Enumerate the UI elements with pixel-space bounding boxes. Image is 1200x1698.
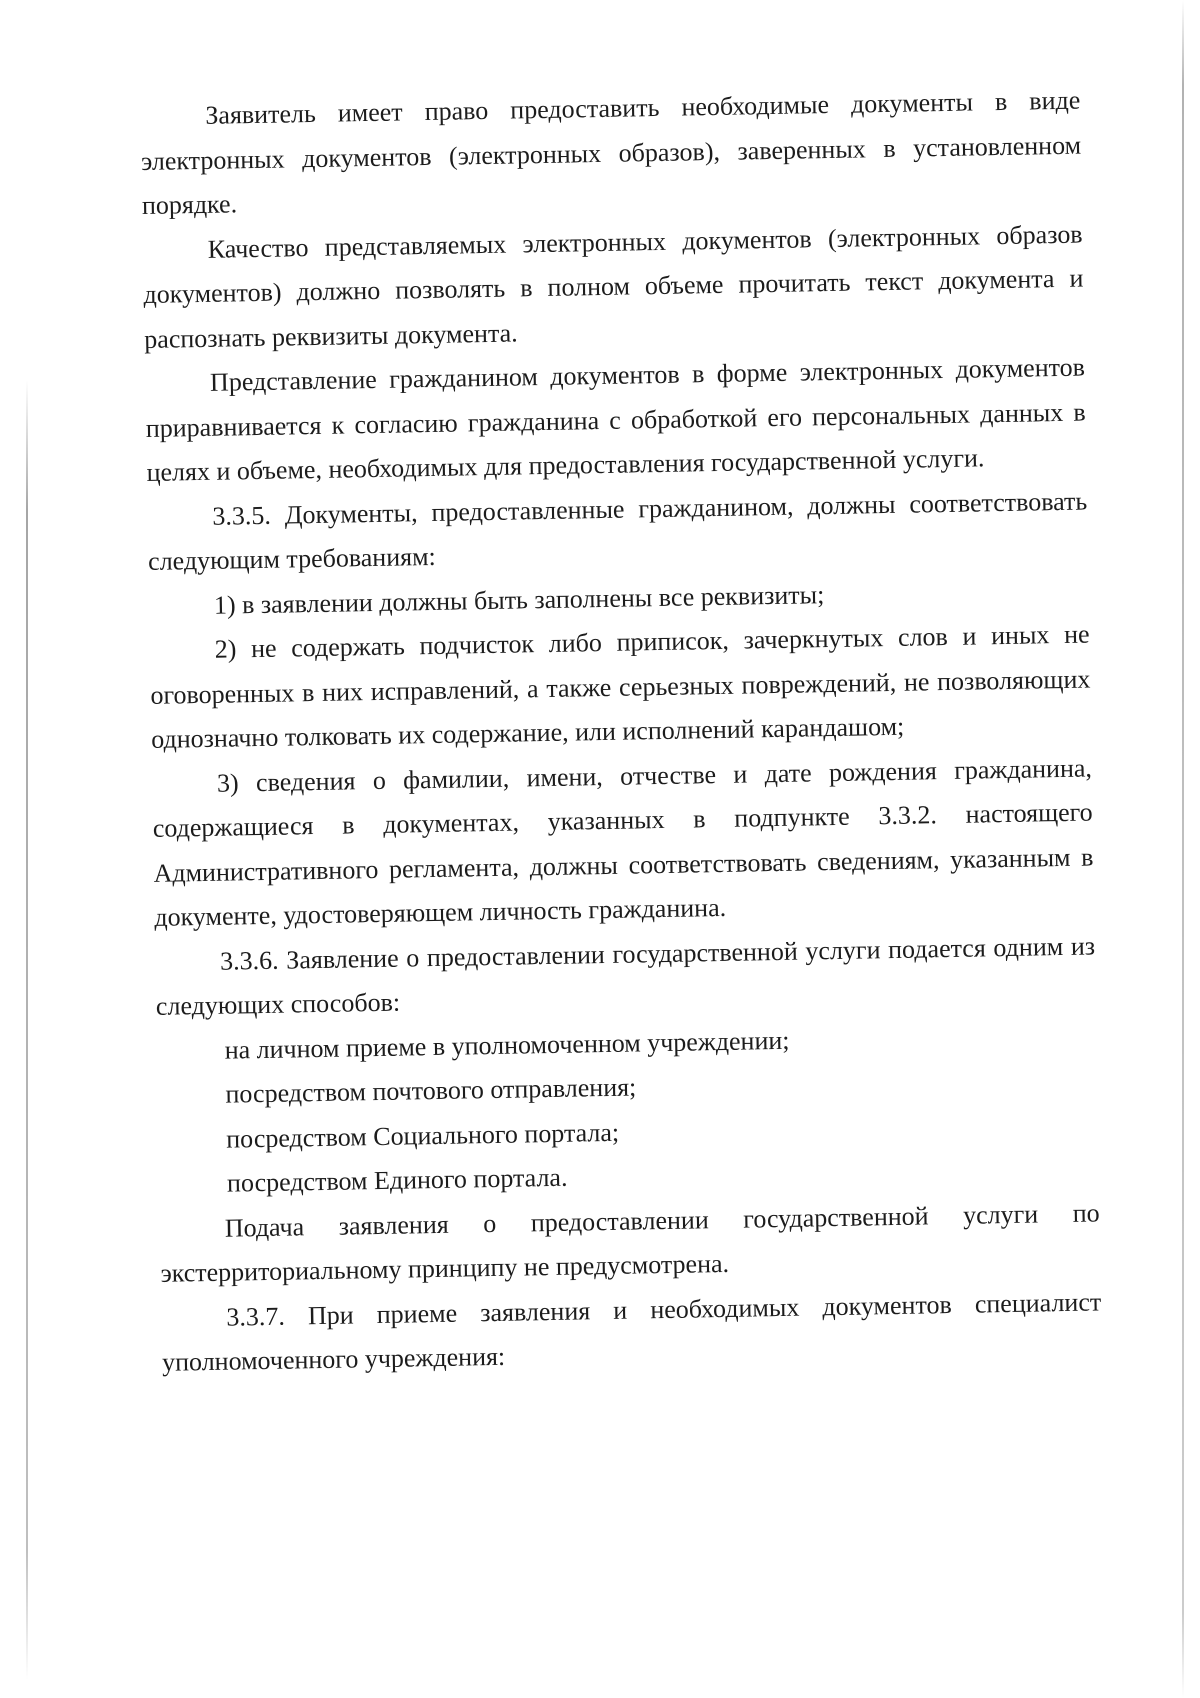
paragraph-electronic-documents-quality: Качество представляемых электронных документов (электронных образов документов) должно позволять в полном объеме прочитать текст документа и распознать реквизиты документа.: [143, 219, 1084, 354]
document-body: [140, 79, 1102, 1386]
paragraph-extraterritorial: Подача заявления о предоставлении государственной услуги по экстерриториальному принципу не предусмотрена.: [160, 1197, 1100, 1288]
requirement-item-1: 1) в заявлении должны быть заполнены все реквизиты;: [213, 579, 825, 620]
submission-method-in-person: на личном приеме в уполномоченном учреждении;: [224, 1025, 790, 1065]
paragraph-personal-data-consent: Представление гражданином документов в форме электронных документов приравнивается к согласию гражданина с обработкой его персональных данных в целях и объеме, необходимых для предоставления государственной услуги.: [145, 352, 1086, 487]
paragraph-electronic-documents-right: Заявитель имеет право предоставить необходимые документы в виде электронных документов (электронных образов), заверенных в установленном порядке.: [140, 85, 1082, 220]
scan-edge-left: [26, 380, 28, 1680]
submission-method-social-portal: посредством Социального портала;: [225, 1117, 620, 1154]
paragraph-3-3-6: 3.3.6. Заявление о предоставлении государственной услуги подается одним из следующих способов:: [155, 930, 1096, 1021]
submission-method-unified-portal: посредством Единого портала.: [226, 1162, 568, 1198]
submission-method-mail: посредством почтового отправления;: [225, 1072, 637, 1109]
paragraph-3-3-7: 3.3.7. При приеме заявления и необходимых документов специалист уполномоченного учреждения:: [161, 1286, 1102, 1377]
paragraph-3-3-5: 3.3.5. Документы, предоставленные гражданином, должны соответствовать следующим требованиям:: [147, 486, 1088, 576]
requirement-item-2: 2) не содержать подчисток либо приписок, зачеркнутых слов и иных не оговоренных в них исправлений, а также серьезных повреждений, не позволяющих однозначно толковать их содержание, или исполнений карандашом;: [150, 619, 1091, 754]
scan-edge-right: [1182, 0, 1184, 1698]
requirement-item-3: 3) сведения о фамилии, имени, отчестве и дате рождения гражданина, содержащиеся в документах, указанных в подпункте 3.3.2. настоящего Административного регламента, должны соответствовать сведениям, указанным в документе, удостоверяющем личность гражданина.: [152, 752, 1094, 932]
